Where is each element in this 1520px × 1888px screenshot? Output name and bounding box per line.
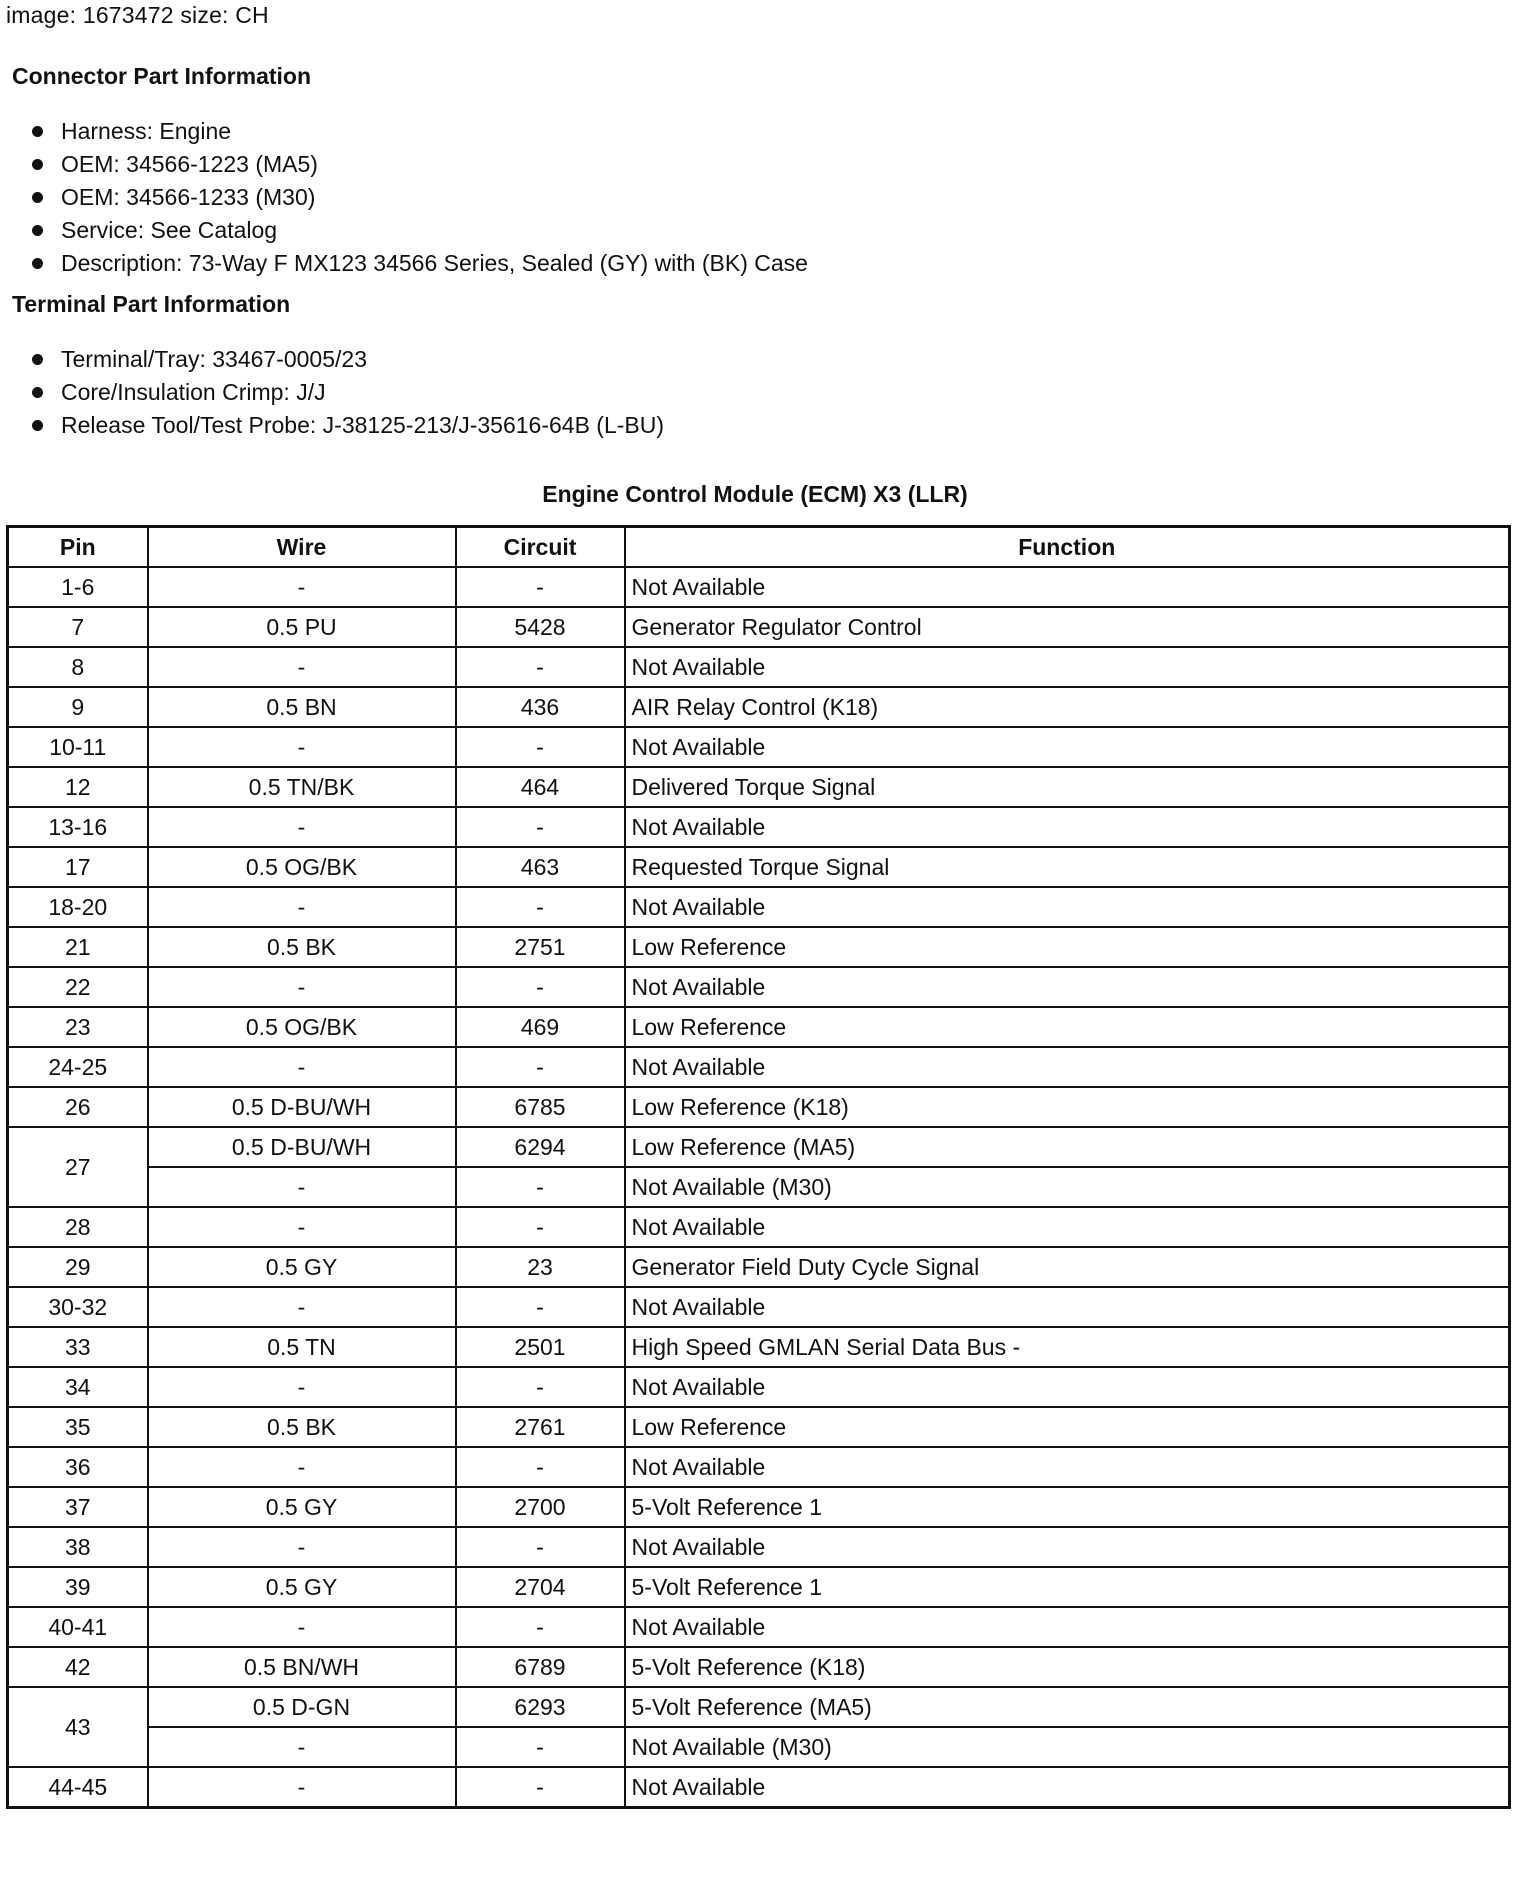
image-header: image: 1673472 size: CH — [6, 2, 269, 28]
table-row — [8, 1087, 1510, 1127]
list-item-text: Core/Insulation Crimp: J/J — [61, 379, 326, 405]
function-cell: Generator Field Duty Cycle Signal — [625, 1247, 1510, 1287]
table-row — [8, 567, 1510, 607]
pin-cell: 37 — [8, 1487, 148, 1527]
pin-cell: 26 — [8, 1087, 148, 1127]
list-item — [0, 115, 808, 148]
pin-cell: 33 — [8, 1327, 148, 1367]
terminal-info-list — [0, 343, 664, 442]
circuit-cell: - — [456, 1447, 625, 1487]
pin-cell: 36 — [8, 1447, 148, 1487]
connector-section-title: Connector Part Information — [12, 63, 312, 89]
circuit-cell: - — [456, 567, 625, 607]
function-cell: Low Reference — [625, 1407, 1510, 1447]
column-header-circuit: Circuit — [456, 527, 625, 568]
table-row — [8, 1567, 1510, 1607]
table-row — [8, 1367, 1510, 1407]
pin-cell: 35 — [8, 1407, 148, 1447]
wire-cell: - — [148, 727, 456, 767]
function-cell: Not Available — [625, 1207, 1510, 1247]
function-cell: 5-Volt Reference 1 — [625, 1487, 1510, 1527]
bullet-icon — [32, 126, 43, 137]
wire-cell: - — [148, 1607, 456, 1647]
wire-cell: 0.5 GY — [148, 1487, 456, 1527]
pinout-table — [6, 525, 1511, 1809]
wire-cell: - — [148, 1367, 456, 1407]
function-cell: Delivered Torque Signal — [625, 767, 1510, 807]
wire-cell: 0.5 OG/BK — [148, 847, 456, 887]
wire-cell: - — [148, 567, 456, 607]
wire-cell: 0.5 PU — [148, 607, 456, 647]
bullet-icon — [32, 225, 43, 236]
wire-cell: - — [148, 1047, 456, 1087]
pin-cell: 1-6 — [8, 567, 148, 607]
pin-cell: 27 — [8, 1127, 148, 1207]
table-row — [8, 1327, 1510, 1367]
list-item — [0, 343, 664, 376]
pin-cell: 18-20 — [8, 887, 148, 927]
circuit-cell: 6785 — [456, 1087, 625, 1127]
circuit-cell: 464 — [456, 767, 625, 807]
table-row — [8, 1207, 1510, 1247]
column-header-pin: Pin — [8, 527, 148, 568]
pin-cell: 38 — [8, 1527, 148, 1567]
circuit-cell: - — [456, 807, 625, 847]
circuit-cell: 6293 — [456, 1687, 625, 1727]
circuit-cell: - — [456, 887, 625, 927]
pin-cell: 7 — [8, 607, 148, 647]
pin-cell: 44-45 — [8, 1767, 148, 1808]
wire-cell: - — [148, 887, 456, 927]
table-row — [8, 687, 1510, 727]
function-cell: Not Available — [625, 1287, 1510, 1327]
pin-cell: 9 — [8, 687, 148, 727]
table-row — [8, 1527, 1510, 1567]
table-row — [8, 847, 1510, 887]
circuit-cell: 469 — [456, 1007, 625, 1047]
circuit-cell: 6789 — [456, 1647, 625, 1687]
function-cell: Not Available — [625, 1367, 1510, 1407]
function-cell: Generator Regulator Control — [625, 607, 1510, 647]
function-cell: Low Reference (MA5) — [625, 1127, 1510, 1167]
wire-cell: 0.5 TN/BK — [148, 767, 456, 807]
wire-cell: - — [148, 1527, 456, 1567]
circuit-cell: 6294 — [456, 1127, 625, 1167]
bullet-icon — [32, 420, 43, 431]
function-cell: 5-Volt Reference (K18) — [625, 1647, 1510, 1687]
wire-cell: 0.5 TN — [148, 1327, 456, 1367]
table-row — [8, 967, 1510, 1007]
table-title: Engine Control Module (ECM) X3 (LLR) — [542, 481, 968, 507]
function-cell: Low Reference — [625, 927, 1510, 967]
circuit-cell: 2704 — [456, 1567, 625, 1607]
wire-cell: - — [148, 1167, 456, 1207]
wire-cell: - — [148, 1207, 456, 1247]
pin-cell: 24-25 — [8, 1047, 148, 1087]
circuit-cell: - — [456, 1527, 625, 1567]
column-header-wire: Wire — [148, 527, 456, 568]
circuit-cell: 463 — [456, 847, 625, 887]
pin-cell: 42 — [8, 1647, 148, 1687]
wire-cell: 0.5 BK — [148, 1407, 456, 1447]
wire-cell: 0.5 BK — [148, 927, 456, 967]
list-item-text: OEM: 34566-1223 (MA5) — [61, 151, 318, 177]
function-cell: 5-Volt Reference 1 — [625, 1567, 1510, 1607]
table-header-row — [8, 527, 1510, 568]
circuit-cell: - — [456, 647, 625, 687]
function-cell: AIR Relay Control (K18) — [625, 687, 1510, 727]
wire-cell: 0.5 D-BU/WH — [148, 1127, 456, 1167]
function-cell: Not Available — [625, 1767, 1510, 1808]
table-row — [8, 767, 1510, 807]
table-row — [8, 887, 1510, 927]
table-row — [8, 1607, 1510, 1647]
circuit-cell: 5428 — [456, 607, 625, 647]
circuit-cell: 436 — [456, 687, 625, 727]
circuit-cell: 2761 — [456, 1407, 625, 1447]
list-item — [0, 376, 664, 409]
table-row — [8, 1287, 1510, 1327]
bullet-icon — [32, 354, 43, 365]
pin-cell: 12 — [8, 767, 148, 807]
wire-cell: - — [148, 647, 456, 687]
table-row — [8, 1127, 1510, 1167]
table-row — [8, 1047, 1510, 1087]
table-row — [8, 1167, 1510, 1207]
wire-cell: - — [148, 1727, 456, 1767]
list-item — [0, 409, 664, 442]
list-item-text: OEM: 34566-1233 (M30) — [61, 184, 316, 210]
function-cell: 5-Volt Reference (MA5) — [625, 1687, 1510, 1727]
bullet-icon — [32, 258, 43, 269]
list-item-text: Harness: Engine — [61, 118, 232, 144]
wire-cell: - — [148, 1447, 456, 1487]
pin-cell: 39 — [8, 1567, 148, 1607]
circuit-cell: 2751 — [456, 927, 625, 967]
function-cell: Not Available — [625, 967, 1510, 1007]
function-cell: Not Available — [625, 1527, 1510, 1567]
function-cell: Low Reference — [625, 1007, 1510, 1047]
function-cell: Not Available — [625, 567, 1510, 607]
circuit-cell: - — [456, 967, 625, 1007]
circuit-cell: - — [456, 1767, 625, 1808]
pin-cell: 34 — [8, 1367, 148, 1407]
function-cell: Not Available — [625, 1047, 1510, 1087]
pin-cell: 28 — [8, 1207, 148, 1247]
bullet-icon — [32, 192, 43, 203]
pin-cell: 43 — [8, 1687, 148, 1767]
connector-info-list — [0, 115, 808, 280]
column-header-function: Function — [625, 527, 1510, 568]
table-row — [8, 1647, 1510, 1687]
table-row — [8, 647, 1510, 687]
list-item — [0, 148, 808, 181]
circuit-cell: - — [456, 1287, 625, 1327]
pin-cell: 21 — [8, 927, 148, 967]
table-row — [8, 1447, 1510, 1487]
circuit-cell: - — [456, 727, 625, 767]
table-row — [8, 1247, 1510, 1287]
table-row — [8, 1767, 1510, 1808]
table-row — [8, 1407, 1510, 1447]
table-row — [8, 1487, 1510, 1527]
function-cell: Not Available — [625, 807, 1510, 847]
function-cell: Not Available — [625, 647, 1510, 687]
bullet-icon — [32, 387, 43, 398]
wire-cell: 0.5 D-GN — [148, 1687, 456, 1727]
wire-cell: - — [148, 1767, 456, 1808]
function-cell: Requested Torque Signal — [625, 847, 1510, 887]
table-row — [8, 727, 1510, 767]
wire-cell: 0.5 D-BU/WH — [148, 1087, 456, 1127]
table-row — [8, 807, 1510, 847]
pin-cell: 40-41 — [8, 1607, 148, 1647]
wire-cell: - — [148, 807, 456, 847]
pin-cell: 17 — [8, 847, 148, 887]
function-cell: Low Reference (K18) — [625, 1087, 1510, 1127]
wire-cell: 0.5 BN — [148, 687, 456, 727]
circuit-cell: 2501 — [456, 1327, 625, 1367]
function-cell: High Speed GMLAN Serial Data Bus - — [625, 1327, 1510, 1367]
bullet-icon — [32, 159, 43, 170]
circuit-cell: - — [456, 1367, 625, 1407]
circuit-cell: - — [456, 1167, 625, 1207]
wire-cell: 0.5 BN/WH — [148, 1647, 456, 1687]
pin-cell: 23 — [8, 1007, 148, 1047]
table-row — [8, 1727, 1510, 1767]
pin-cell: 29 — [8, 1247, 148, 1287]
list-item-text: Release Tool/Test Probe: J-38125-213/J-35616-64B (L-BU) — [61, 412, 665, 438]
terminal-section-title: Terminal Part Information — [12, 291, 291, 317]
circuit-cell: - — [456, 1047, 625, 1087]
table-row — [8, 1687, 1510, 1727]
function-cell: Not Available — [625, 887, 1510, 927]
pin-cell: 10-11 — [8, 727, 148, 767]
wire-cell: - — [148, 967, 456, 1007]
circuit-cell: 23 — [456, 1247, 625, 1287]
pin-cell: 22 — [8, 967, 148, 1007]
pin-cell: 30-32 — [8, 1287, 148, 1327]
list-item — [0, 214, 808, 247]
wire-cell: 0.5 GY — [148, 1247, 456, 1287]
table-row — [8, 927, 1510, 967]
wire-cell: 0.5 GY — [148, 1567, 456, 1607]
function-cell: Not Available (M30) — [625, 1167, 1510, 1207]
circuit-cell: 2700 — [456, 1487, 625, 1527]
function-cell: Not Available (M30) — [625, 1727, 1510, 1767]
list-item-text: Service: See Catalog — [61, 217, 278, 243]
circuit-cell: - — [456, 1607, 625, 1647]
function-cell: Not Available — [625, 1447, 1510, 1487]
circuit-cell: - — [456, 1207, 625, 1247]
wire-cell: - — [148, 1287, 456, 1327]
pin-cell: 8 — [8, 647, 148, 687]
list-item-text: Description: 73-Way F MX123 34566 Series, Sealed (GY) with (BK) Case — [61, 250, 808, 276]
table-row — [8, 607, 1510, 647]
wire-cell: 0.5 OG/BK — [148, 1007, 456, 1047]
pin-cell: 13-16 — [8, 807, 148, 847]
circuit-cell: - — [456, 1727, 625, 1767]
function-cell: Not Available — [625, 1607, 1510, 1647]
function-cell: Not Available — [625, 727, 1510, 767]
table-row — [8, 1007, 1510, 1047]
list-item — [0, 247, 808, 280]
list-item — [0, 181, 808, 214]
list-item-text: Terminal/Tray: 33467-0005/23 — [61, 346, 367, 372]
